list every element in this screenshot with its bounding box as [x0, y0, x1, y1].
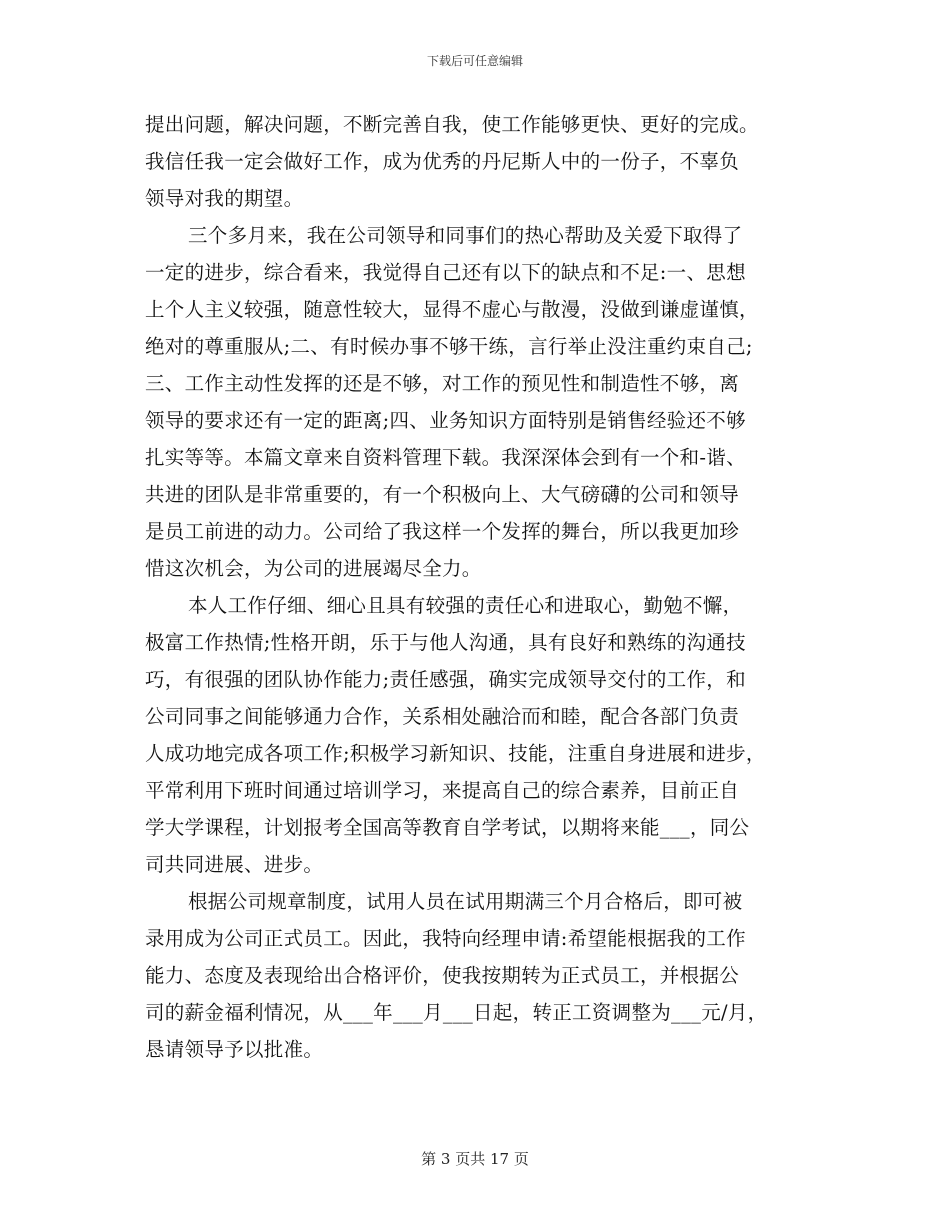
text-line: 三、工作主动性发挥的还是不够，对工作的预见性和制造性不够，离 [145, 372, 740, 395]
page-footer: 第 3 页共 17 页 [421, 1150, 529, 1168]
text-line: 是员工前进的动力。公司给了我这样一个发挥的舞台，所以我更加珍 [145, 520, 740, 543]
text-line: 我信任我一定会做好工作，成为优秀的丹尼斯人中的一份子，不辜负 [145, 150, 740, 173]
text-line: 极富工作热情;性格开朗，乐于与他人沟通，具有良好和熟练的沟通技 [145, 631, 746, 654]
text-line: 根据公司规章制度，试用人员在试用期满三个月合格后，即可被 [188, 890, 743, 913]
text-line: 录用成为公司正式员工。因此，我特向经理申请:希望能根据我的工作 [145, 927, 746, 950]
text-line: 三个多月来，我在公司领导和同事们的热心帮助及关爱下取得了 [188, 224, 743, 247]
text-line: 学大学课程，计划报考全国高等教育自学考试，以期将来能___，同公 [145, 816, 750, 839]
text-line: 司的薪金福利情况，从___年___月___日起，转正工资调整为___元/月， [145, 1001, 768, 1024]
text-line: 提出问题，解决问题，不断完善自我，使工作能够更快、更好的完成。 [145, 113, 759, 136]
text-line: 恳请领导予以批准。 [145, 1038, 324, 1061]
paragraph-4 [145, 883, 825, 1068]
text-line: 能力、态度及表现给出合格评价，使我按期转为正式员工，并根据公 [145, 964, 740, 987]
paragraph-3 [145, 587, 825, 883]
text-line: 巧，有很强的团队协作能力;责任感强，确实完成领导交付的工作，和 [145, 668, 746, 691]
text-line: 平常利用下班时间通过培训学习，来提高自己的综合素养，目前正自 [145, 779, 740, 802]
text-line: 惜这次机会，为公司的进展竭尽全力。 [145, 557, 482, 580]
text-line: 人成功地完成各项工作;积极学习新知识、技能，注重自身进展和进步， [145, 742, 766, 765]
text-line: 扎实等等。本篇文章来自资料管理下载。我深深体会到有一个和-谐、 [145, 446, 746, 469]
text-line: 领导对我的期望。 [145, 187, 304, 210]
text-line: 上个人主义较强，随意性较大，显得不虚心与散漫，没做到谦虚谨慎， [145, 298, 759, 321]
text-line: 共进的团队是非常重要的，有一个积极向上、大气磅礴的公司和领导 [145, 483, 740, 506]
paragraph-2 [145, 217, 825, 587]
document-body [145, 106, 825, 1068]
text-line: 公司同事之间能够通力合作，关系相处融洽而和睦，配合各部门负责 [145, 705, 740, 728]
page-header: 下载后可任意编辑 [426, 54, 523, 68]
text-line: 本人工作仔细、细心且具有较强的责任心和进取心，勤勉不懈， [188, 594, 743, 617]
text-line: 绝对的尊重服从;二、有时候办事不够干练，言行举止没注重约束自己; [145, 335, 753, 358]
text-line: 司共同进展、进步。 [145, 853, 324, 876]
paragraph-1 [145, 106, 825, 217]
text-line: 领导的要求还有一定的距离;四、业务知识方面特别是销售经验还不够 [145, 409, 746, 432]
text-line: 一定的进步，综合看来，我觉得自己还有以下的缺点和不足:一、思想 [145, 261, 746, 284]
